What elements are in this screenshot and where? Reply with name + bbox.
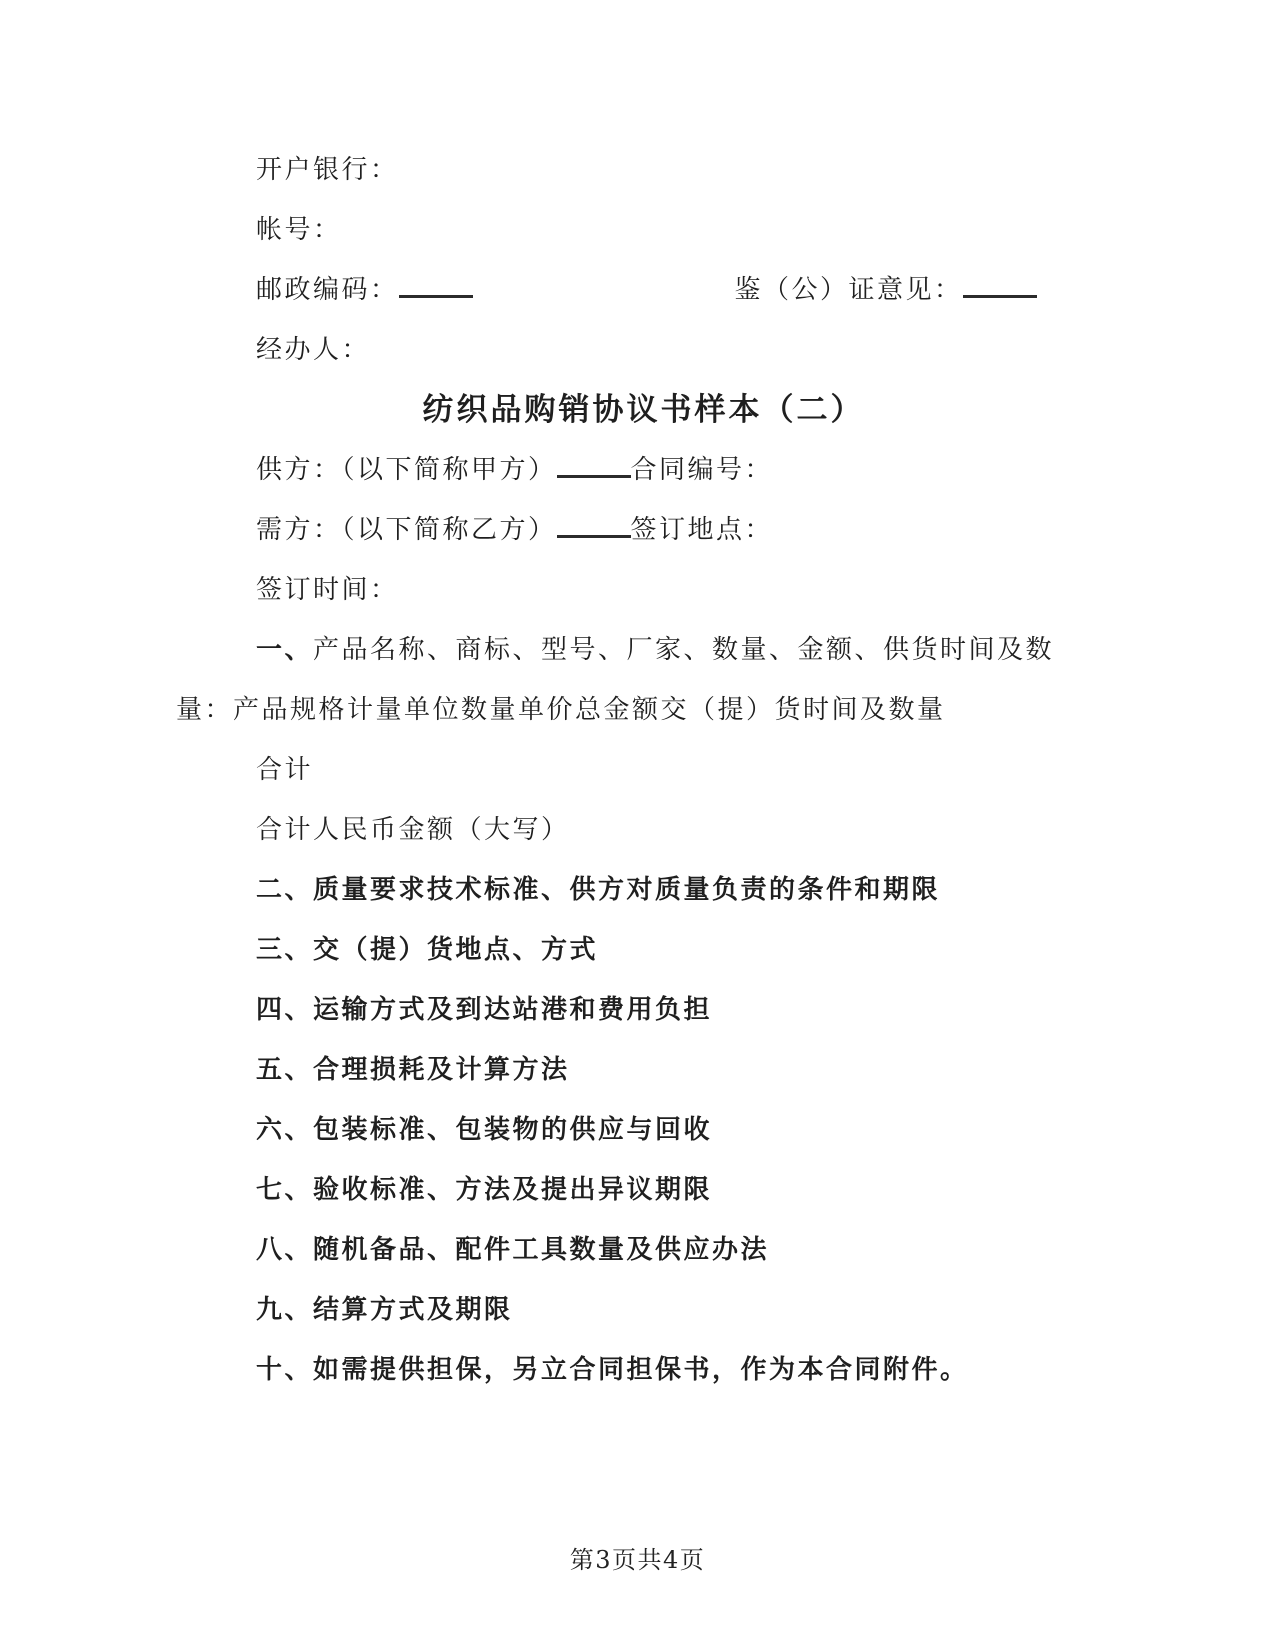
signing-place-label: 签订地点：	[630, 515, 774, 545]
bank-field-line: 开户银行：	[256, 155, 399, 185]
clause-6: 六、包装标准、包装物的供应与回收	[256, 1115, 713, 1145]
clause-10: 十、如需提供担保，另立合同担保书，作为本合同附件。	[256, 1355, 969, 1385]
buyer-name-blank	[557, 529, 631, 538]
buyer-line	[176, 500, 1071, 560]
postal-code-blank	[399, 289, 473, 298]
supplier-label: 供方：（以下简称甲方）	[256, 455, 557, 485]
clause-5: 五、合理损耗及计算方法	[256, 1055, 570, 1085]
clause-7: 七、验收标准、方法及提出异议期限	[256, 1175, 713, 1205]
document-title: 纺织品购销协议书样本（二）	[422, 392, 865, 428]
clause-9: 九、结算方式及期限	[256, 1295, 513, 1325]
account-field-line: 帐号：	[256, 215, 342, 245]
supplier-name-blank	[557, 469, 631, 478]
clause-3: 三、交（提）货地点、方式	[256, 935, 599, 965]
clause-1	[176, 620, 1071, 740]
clause-2: 二、质量要求技术标准、供方对质量负责的条件和期限	[256, 875, 941, 905]
clause-8: 八、随机备品、配件工具数量及供应办法	[256, 1235, 770, 1265]
column-gap	[473, 297, 735, 298]
postal-code-label: 邮政编码：	[256, 275, 399, 305]
buyer-label: 需方：（以下简称乙方）	[256, 515, 557, 545]
handler-field-line: 经办人：	[256, 335, 371, 365]
notary-opinion-label: 鉴（公）证意见：	[734, 275, 963, 305]
postal-notary-line	[176, 260, 1071, 320]
signing-time-line: 签订时间：	[256, 575, 399, 605]
clause-1-text: 产品名称、商标、型号、厂家、数量、金额、供货时间及数量：产品规格计量单位数量单价总金额交（提）货时间及数量	[176, 635, 1055, 725]
clause-4: 四、运输方式及到达站港和费用负担	[256, 995, 713, 1025]
contract-number-label: 合同编号：	[630, 455, 774, 485]
subtotal-line: 合计	[256, 755, 314, 785]
notary-opinion-blank	[963, 289, 1037, 298]
supplier-line	[176, 440, 1071, 500]
page-number-footer: 第3页共4页	[569, 1546, 706, 1574]
clause-1-number: 一、	[256, 635, 314, 665]
total-amount-words-line: 合计人民币金额（大写）	[256, 815, 570, 845]
contract-body	[176, 140, 1071, 1400]
